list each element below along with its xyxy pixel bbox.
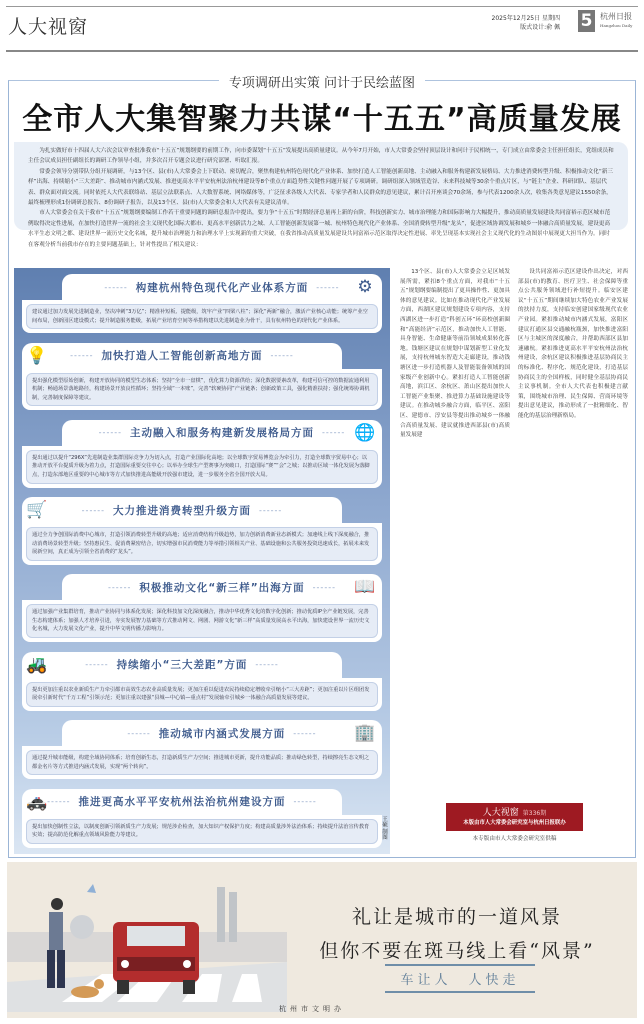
body-paragraph: 设共同富裕示范区建设作出决定，对西部县(市)的教育、医疗卫生、社会保障等重点公共服务领域进行补短提升。临安区建议“十五五”期间继续加大特色农业产业发展的扶持力度，支持临安创建国家级现代农业产业园。紧扣推动城市内涵式发展，富阳区建议打通区县交通融杭瓶颈，加快推进富阳区与主城区的深度融合，并帮助西部区县加速融杭。紧扣推进更高水平平安杭州法治杭州建设，余杭区建议积极推进基层协商民主的标准化、程序化、规范化建设，打造基层协商民主的全国样板，同时健全基层协商民主议事机制。全市人大代表也积极建言献策，围绕城市治理、民生保障、营商环境等提出意见建议，推动形成了一批精细化、智能化的基层治理新格局。: [518, 269, 628, 419]
section-heading: [62, 420, 382, 446]
dash-decoration: ------: [70, 351, 94, 361]
section-title: 持续缩小“三大差距”方面: [116, 659, 248, 671]
pedestrian-icon: [47, 898, 65, 988]
dash-decoration: ------: [104, 282, 128, 292]
logo-text-en: Hangzhou Daily: [600, 23, 633, 28]
ad-line-2: 但你不要在斑马线上看“风景”: [319, 940, 595, 962]
section-title: 推动城市内涵式发展方面: [158, 727, 286, 740]
column-badge: [446, 803, 583, 831]
dash-decoration: ------: [127, 728, 151, 738]
dash-decoration: ------: [85, 660, 109, 669]
section-card: [22, 652, 382, 711]
text-column: [400, 268, 510, 778]
shopping-cart-icon: 🛒: [26, 500, 48, 521]
graphic-credit: 王硕 制图: [381, 816, 387, 840]
newspaper-logo: [600, 12, 632, 30]
ad-organization: 杭州市文明办: [279, 1005, 345, 1013]
globe-icon: 🌐: [354, 422, 376, 443]
designer-credit: 版式设计:俞 佩: [520, 24, 560, 31]
joint-note: 本版由市人大常委会研究室与杭州日报联办: [463, 820, 566, 826]
section-heading: [22, 652, 342, 678]
dash-decoration: ------: [293, 797, 317, 807]
butterfly-icon: [87, 884, 96, 893]
intro-paragraph: 为扎实做好市十四届人大六次会议审查批准我市“十五五”规划纲要的前期工作，向市委谋划“十五五”发展提出高质量建议。从今年7月开始，市人大常委会坚持顶层设计和问计于民相统一，专门成立由常委会主任担任组长，党组成员和主任会议成员担任副组长的调研工作领导小组，并多次召开专题会议进行研究部署、听取汇报。: [28, 148, 614, 165]
section-text: 提出加快创制性立法，以制度创新引领新质生产力发展；规范涉企检查，加大知识产权保护力度；构建高质量涉外法治体系；持续提升法治宣传教育实效；提高防范化解重点领域风险能力等建议。: [26, 819, 378, 844]
dash-decoration: ------: [270, 351, 294, 361]
section-heading: [62, 274, 382, 300]
section-text: 提出强化模型原始创新，构建开放协同的模型生态体系；坚持“全市一盘棋”，优化算力资源供给；深化数据要素改革，构建可信可控的数据流通利用机制；畅通场景落地路径，构建场景开放良性循环；坚持全域“一本账”，完善“软硬协同”产业链条；创新政策工具，强化精准扶持；强化统筹协调机制，完善制度保障等建议。: [26, 373, 378, 407]
section-body: [22, 523, 382, 565]
section-body: [22, 678, 382, 711]
date-info: [492, 14, 560, 32]
section-card: [22, 274, 382, 333]
section-body: [22, 746, 382, 779]
section-text: 建议通过加力发展先进制造业，坚决冲刺“3万亿”；精准补短板、提能级，筑牢产业“四梁八柱”；深化“两新”融合，激活产业核心动能；统筹产业空间布局，创新园区建设模式；提升制造服务能级，拓展产业培育空间等举措构建以先进制造业为骨干，具有杭州特色的现代化产业体系。: [26, 304, 378, 329]
dash-decoration: ------: [81, 505, 105, 515]
intro-paragraph: 市人大常委会在关于我市“十五五”规划纲要编制工作若干重要问题的调研总报告中提出，要力争“十五五”时期经济总量再上新的台阶，科技创新实力、城市治理能力和国际影响力大幅提升，推动高质量发展建设共同富裕示范区城市范例取得决定性进展，在加快打造世界一流的社会主义现代化国际大都市、更高水平创新活力之城、人工智能创新发展第一城、杭州特色现代化产业体系、全国消费转型升级“龙头”，促进区域协调发展和城乡一体融合高质量发展，建设更高水平生态文明之都、建设世界一流历史文化名城，提升城市治理能力和治理水平上实现新的重大突破，在我省推动高质量发展建设共同富裕示范区取得决定性进展、率先呈现基本实现社会主义现代化的生动图景中展现更大担当作为。同时在客观分析当前我市存在的主要问题基础上，针对性提出了相关建议：: [28, 210, 611, 248]
section-heading: [62, 574, 382, 600]
section-text: 提出通过以提升“296X”先进制造业集群国际竞争力为切入点，打造产业国际化高地；以全球数字贸易博览会为牵引力，打造全球数字贸易中心；以推动开放平台提质升级为着力点，打造国际重要交往中心；以举办全球生产型赛事为突破口，打造国际“赛”“会”之城；以推动区域一体化发展为落脚点，打造东部地区重要的中心城市等方式加快推进高能级开放强市建设，进一步服务全省全国开放大局。: [26, 450, 378, 484]
section-body: [22, 446, 382, 488]
dash-decoration: ------: [293, 728, 317, 738]
book-bulb-icon: 📖: [354, 577, 376, 598]
dash-decoration: ------: [322, 428, 346, 438]
subtitle-text: 专项调研出实策 问计于民绘蓝图: [219, 76, 425, 91]
section-card: [22, 789, 382, 848]
police-car-icon: 🚓: [26, 791, 48, 812]
harvester-icon: 🚜: [26, 654, 48, 675]
article-subtitle: [0, 72, 644, 91]
page-number: 5: [578, 10, 595, 32]
section-title: 构建杭州特色现代化产业体系方面: [135, 281, 309, 294]
issue-number: 第336期: [522, 810, 547, 817]
dash-decoration: ------: [98, 428, 122, 438]
section-card: [22, 574, 382, 642]
public-service-ad: [7, 862, 637, 1018]
section-card: [22, 343, 382, 411]
dash-decoration: ------: [259, 505, 283, 515]
section-text: 通过全力争创国际消费中心城市，打造引领消费转型升级的高地；适应消费结构升级趋势，加力创新消费新业态新模式；加速线上线下深度融合，推动消费场景转型升级；坚持惠民生、促消费紧密结合，切实增强市民消费能力等举措引领相关产业、基础设施和公共服务投资迅速成长，拓展未来发展新空间，真正成为引领全省消费的“龙头”。: [26, 527, 378, 561]
section-masthead: 人大视窗: [8, 16, 89, 38]
issue-date: 2025年12月25日 星期四: [491, 15, 560, 22]
column-name: 人大视窗: [482, 808, 519, 818]
gears-icon: ⚙: [357, 277, 373, 297]
header-rule: [6, 50, 638, 52]
logo-text: 杭州日报: [600, 12, 632, 21]
intro-box: [14, 142, 628, 248]
article-title: 全市人大集智聚力共谋“十五五”高质量发展: [22, 102, 622, 137]
ad-line-1: 礼让是城市的一道风景: [351, 906, 562, 928]
ad-slogan: 车让人 人快走: [385, 964, 535, 993]
ai-bulb-icon: 💡: [26, 345, 48, 366]
infographic-panel: [14, 268, 390, 854]
section-card: [22, 497, 382, 565]
section-body: [22, 300, 382, 333]
section-heading: [22, 789, 342, 815]
section-heading: [62, 720, 382, 746]
dash-decoration: ------: [255, 660, 279, 669]
section-body: [22, 369, 382, 411]
section-text: 通过加强产业集群培育，推动产业协同与体系化发展；深化科技加文化深度融合，推动中华优秀文化的数字化创新；推动优质IP全产业链发展，完善生态构建体系；加强人才培养引进，夯实发展智力基础等方式推动网文、网剧、网游文化“新三样”高质量发展高水平出海，加快建设世界一流历史文化名城，大力发展文化产业，提升中华文明传播力影响力。: [26, 604, 378, 638]
section-body: [22, 600, 382, 642]
dash-decoration: ------: [312, 582, 336, 592]
section-title: 推进更高水平平安杭州法治杭州建设方面: [78, 796, 286, 809]
section-title: 加快打造人工智能创新高地方面: [101, 350, 263, 363]
body-paragraph: 13个区、县(市)人大常委会立足区域发展所需，紧扣8个重点方面，对我市“十五五”规划纲要编制提出了更具操作性、更加具体的意见建议。比如在推动现代化产业发展方面，西湖区建议规划建设专项内容，支持西湖区进一步打造“科创五环”环高校创新圈和“高能经济”示范区，推动加快人工智能、具身智能、生命健康等前沿领域成果转化落地。钱塘区建议在规划中谋划新型工业化发展，支持杭州城东智造大走廊建设，推动钱塘区进一步打造机器人及智能装备领域的国家级产业创新中心。紧扣打造人工智能创新高地，滨江区、余杭区、萧山区提出加快人工智能产业集聚、推进算力基础设施建设等建议。在推动城乡融合方面，临平区、富阳区、建德市、淳安县等提出推动城乡一体融合高质量发展、建议就推进西部县(市)高质量发展建: [400, 269, 510, 439]
dash-decoration: ------: [316, 282, 340, 292]
intro-paragraph: 常委会领导分别带队分组开展调研，与13个区、县(市)人大常委会上下联动、密切配合，聚焦构建杭州特色现代化产业体系、加快打造人工智能创新高地、主动融入和服务构建新发展格局、大力推进消费转型升级、积极推动文化“新三样”出海、持续缩小“三大差距”、推动城市内涵式发展、推进更高水平平安杭州法治杭州建设等8个重点方面趋势性关键性问题开展了专项调研。调研组深入领域管造谷、未来科技城等30余个重点片区，与“链主”企业、科研团队、基层代表、群众面对面交流。同时依托人大代表联络站、基层立法联系点、人大数智系统、网络媒体等，广泛征求各级人大代表、专家学者和人民群众的意见建议，累计召开座谈会70余场，参与代表1200余人次，收集各类意见建议1550余条，最终梳理形成1份调研总报告、8份调研子报告，以及13个区、县(市)人大常委会和人大代表有关建议清单。: [28, 168, 613, 207]
section-card: [22, 720, 382, 779]
section-heading: [22, 497, 342, 523]
editor-note: 本专版由市人大常委会研究室供稿: [472, 836, 557, 842]
dash-decoration: ------: [47, 797, 71, 807]
body-columns: [400, 268, 628, 778]
section-text: 提出更加注重以农业新质生产力牵引都市高效生态农业高质量发展；更加注重以促进农民持续稳定增收牵引缩小“三大差距”；更加注重以片区组团发展牵引新时代“千万工程”引领示范；更加注重以建强“县城—中心镇—重点村”发展轴牵引城乡一体融合高质量发展等建议。: [26, 682, 378, 707]
section-card: [22, 420, 382, 488]
section-text: 通过提升城市能级，构建全域协同体系；培育创新生态，打造新质生产力空间；推进城市更新，提升功能品质；推动绿色转型，持续擦亮生态文明之都金名片等方式推进内涵式发展，实现“两个转向”。: [26, 750, 378, 775]
top-rule: [6, 6, 638, 7]
section-title: 大力推进消费转型升级方面: [113, 504, 251, 517]
section-heading: [22, 343, 342, 369]
building-icon: 🏢: [354, 723, 376, 744]
section-title: 主动融入和服务构建新发展格局方面: [130, 427, 314, 440]
text-column: [518, 268, 628, 778]
dash-decoration: ------: [108, 582, 132, 592]
section-body: [22, 815, 382, 848]
section-title: 积极推动文化“新三样”出海方面: [139, 581, 305, 594]
